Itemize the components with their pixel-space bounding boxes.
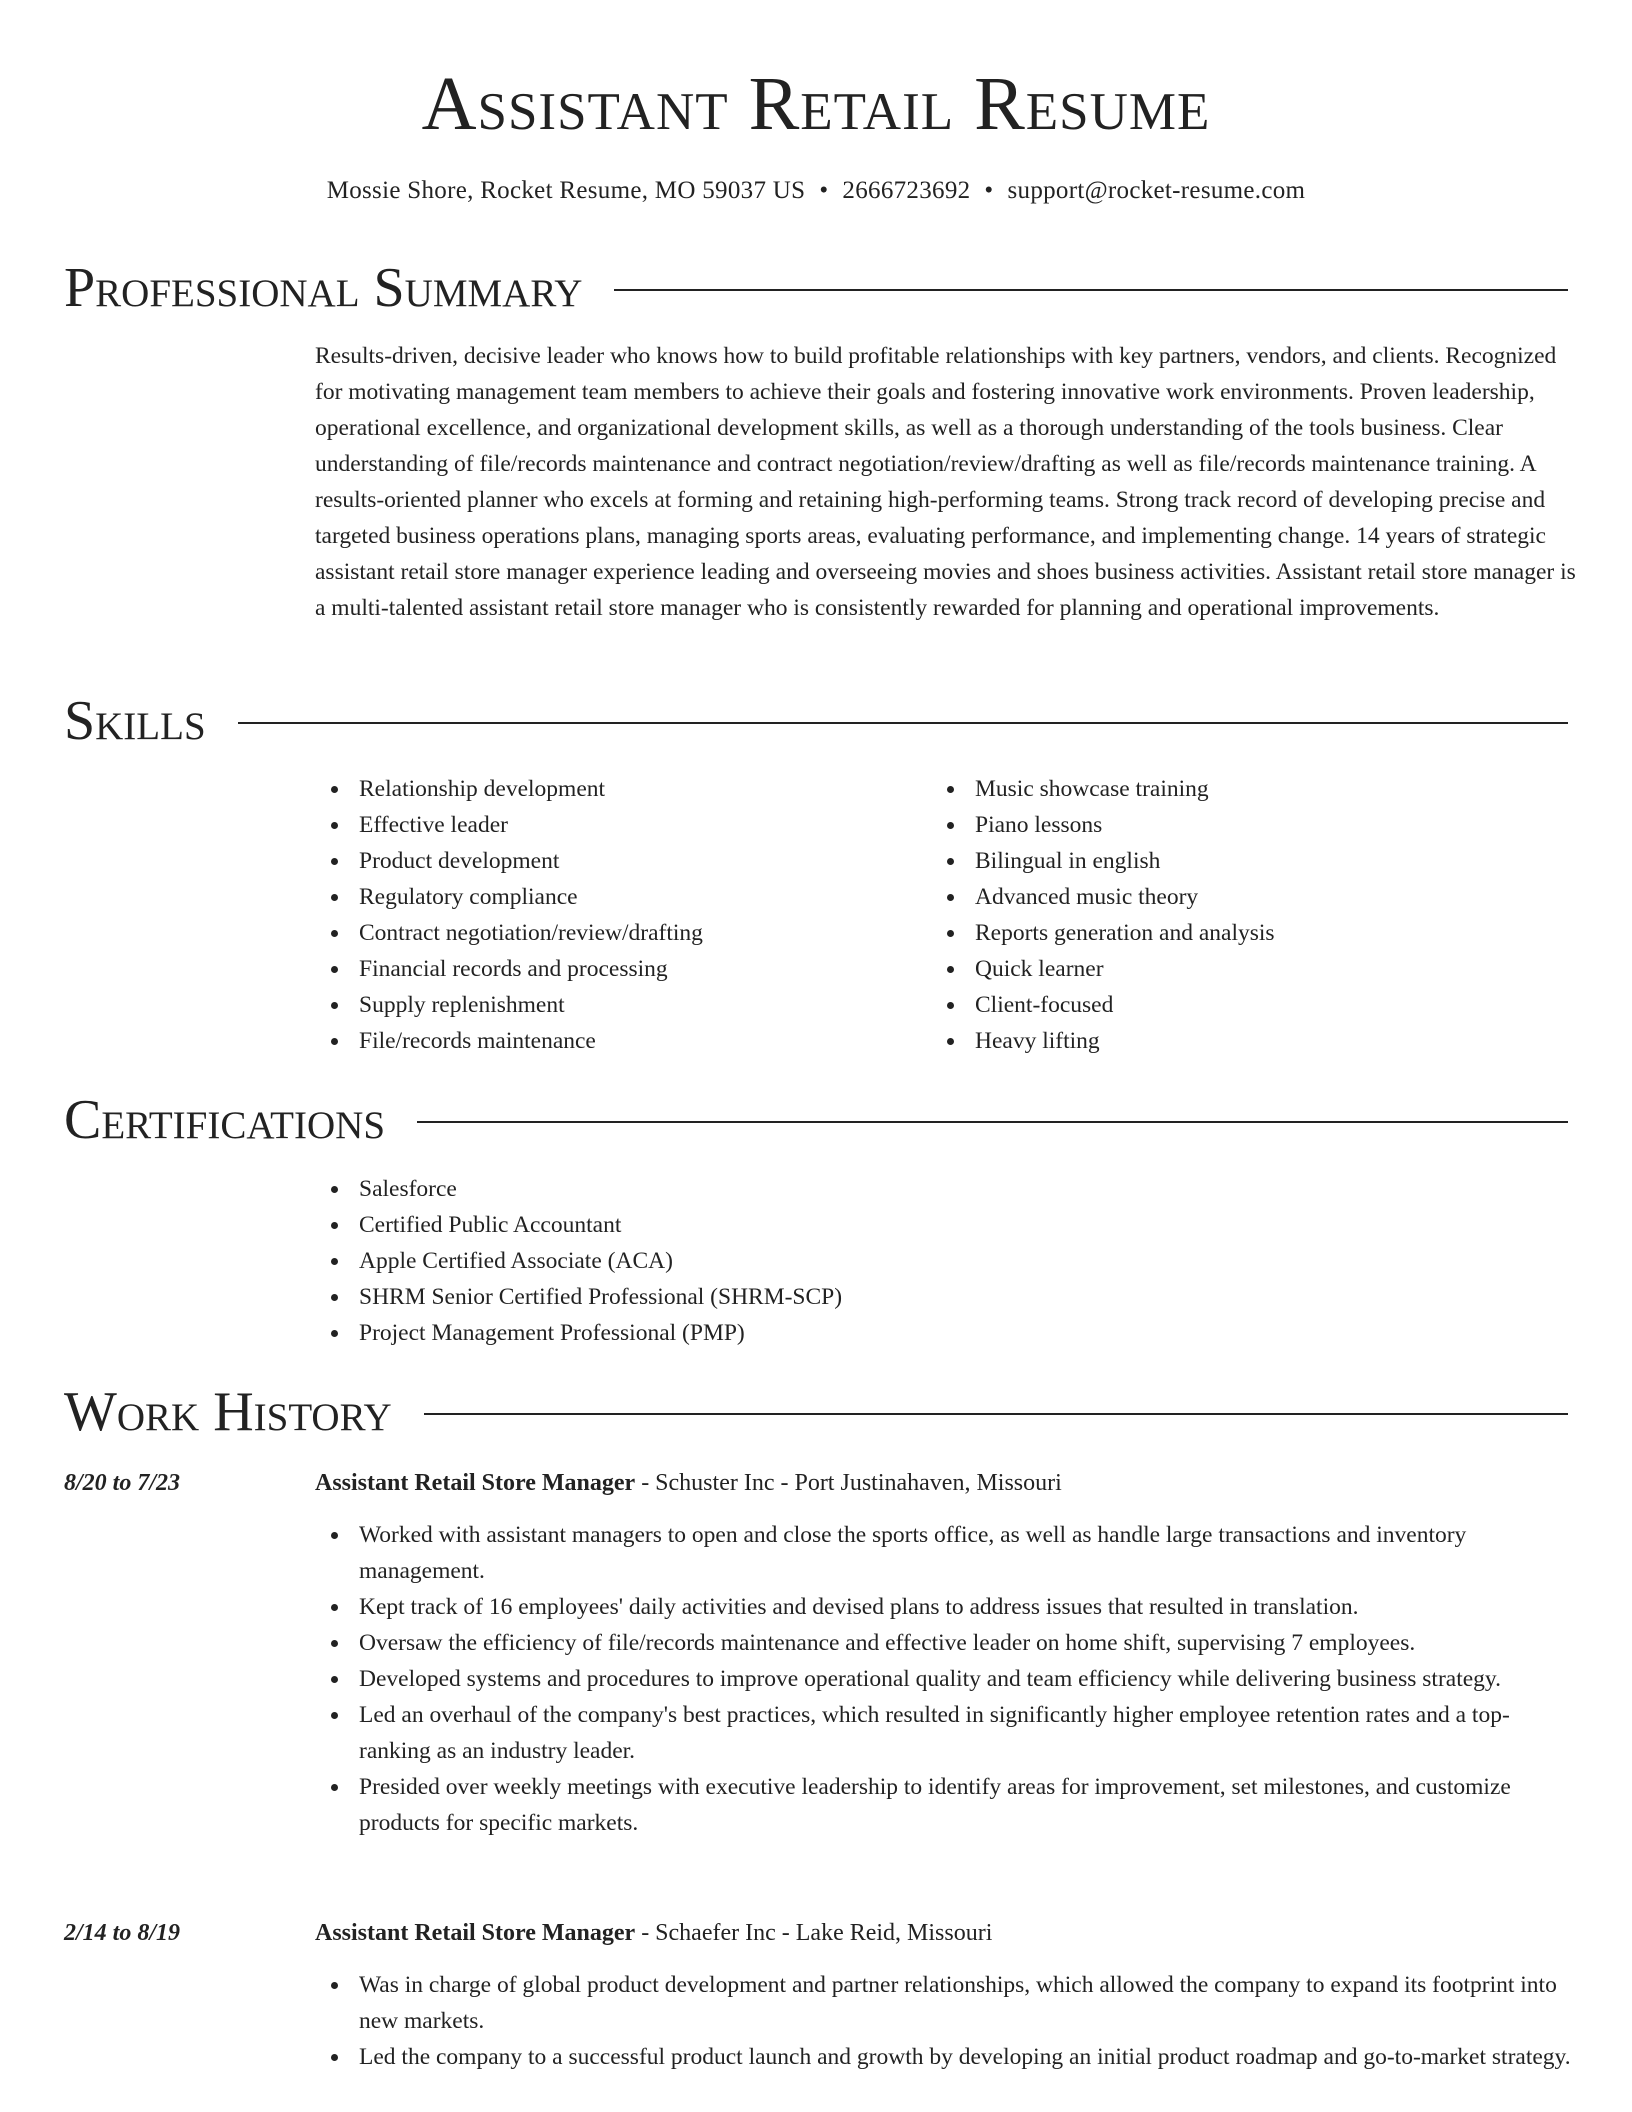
- skill-item: Contract negotiation/review/drafting: [315, 915, 915, 951]
- contact-line: [0, 174, 1632, 208]
- section-professional-summary: [64, 256, 1568, 320]
- job-duty: Led the company to a successful product launch and growth by developing an initial product roadmap and go-to-market strategy.: [315, 2039, 1577, 2075]
- section-certifications: [64, 1088, 1568, 1152]
- certification-item: Certified Public Accountant: [315, 1207, 1315, 1243]
- section-divider: [238, 722, 1568, 724]
- section-work-history: [64, 1380, 1568, 1444]
- section-heading: Certifications: [64, 1089, 386, 1151]
- skill-item: Effective leader: [315, 807, 915, 843]
- skill-item: Regulatory compliance: [315, 879, 915, 915]
- skill-item: Advanced music theory: [931, 879, 1571, 915]
- job-employer: - Schuster Inc - Port Justinahaven, Missouri: [635, 1470, 1062, 1496]
- skill-item: Music showcase training: [931, 771, 1571, 807]
- job-role: Assistant Retail Store Manager: [315, 1920, 636, 1946]
- skill-item: File/records maintenance: [315, 1023, 915, 1059]
- job-duties-list: [315, 1517, 1577, 1841]
- section-skills: [64, 689, 1568, 753]
- contact-email: support@rocket-resume.com: [1007, 177, 1306, 204]
- contact-separator: •: [984, 177, 994, 204]
- job-duty: Led an overhaul of the company's best practices, which resulted in significantly higher employee retention rates and a top-ranking as an industry leader.: [315, 1697, 1577, 1769]
- skills-list-right: [931, 771, 1571, 1059]
- skill-item: Quick learner: [931, 951, 1571, 987]
- section-divider: [424, 1413, 1568, 1415]
- contact-address: Mossie Shore, Rocket Resume, MO 59037 US: [326, 177, 806, 204]
- skills-list-left: [315, 771, 915, 1059]
- job-duty: Worked with assistant managers to open and close the sports office, as well as handle large transactions and inventory management.: [315, 1517, 1577, 1589]
- certification-item: Salesforce: [315, 1171, 1315, 1207]
- contact-separator: •: [819, 177, 829, 204]
- skill-item: Bilingual in english: [931, 843, 1571, 879]
- job-duty: Oversaw the efficiency of file/records maintenance and effective leader on home shift, supervising 7 employees.: [315, 1625, 1577, 1661]
- certification-item: Project Management Professional (PMP): [315, 1315, 1315, 1351]
- skill-item: Heavy lifting: [931, 1023, 1571, 1059]
- contact-phone: 2666723692: [842, 177, 971, 204]
- job-role: Assistant Retail Store Manager: [315, 1470, 636, 1496]
- summary-text: Results-driven, decisive leader who knows how to build profitable relationships with key partners, vendors, and clients. Recognized for motivating management team members to achieve their goals and fostering innovative work environments. Proven leadership, operational excellence, and organizational development skills, as well as a thorough understanding of the tools business. Clear understanding of file/records maintenance and contract negotiation/review/drafting as well as file/records maintenance training. A results-oriented planner who excels at forming and retaining high-performing teams. Strong track record of developing precise and targeted business operations plans, managing sports areas, evaluating performance, and implementing change. 14 years of strategic assistant retail store manager experience leading and overseeing movies and shoes business activities. Assistant retail store manager is a multi-talented assistant retail store manager who is consistently rewarded for planning and operational improvements.: [315, 343, 1576, 621]
- skill-item: Piano lessons: [931, 807, 1571, 843]
- section-heading: Professional Summary: [64, 257, 583, 319]
- job-duty: Was in charge of global product development and partner relationships, which allowed the company to expand its footprint into new markets.: [315, 1967, 1577, 2039]
- job-dates: 8/20 to 7/23: [64, 1470, 181, 1496]
- skill-item: Client-focused: [931, 987, 1571, 1023]
- certification-item: SHRM Senior Certified Professional (SHRM-SCP): [315, 1279, 1315, 1315]
- skill-item: Financial records and processing: [315, 951, 915, 987]
- resume-title: Assistant Retail Resume: [421, 62, 1211, 146]
- job-duties-list: [315, 1967, 1577, 2075]
- job-duty: Kept track of 16 employees' daily activities and devised plans to address issues that resulted in translation.: [315, 1589, 1577, 1625]
- job-duty: Developed systems and procedures to improve operational quality and team efficiency while delivering business strategy.: [315, 1661, 1577, 1697]
- section-divider: [417, 1121, 1568, 1123]
- job-employer: - Schaefer Inc - Lake Reid, Missouri: [635, 1920, 993, 1946]
- skill-item: Reports generation and analysis: [931, 915, 1571, 951]
- certifications-list: [315, 1171, 1315, 1351]
- job-title-line: [315, 1465, 1062, 1501]
- skill-item: Product development: [315, 843, 915, 879]
- job-title-line: [315, 1915, 992, 1951]
- section-heading: Skills: [64, 690, 206, 752]
- certification-item: Apple Certified Associate (ACA): [315, 1243, 1315, 1279]
- skill-item: Relationship development: [315, 771, 915, 807]
- section-divider: [614, 289, 1568, 291]
- skill-item: Supply replenishment: [315, 987, 915, 1023]
- job-duty: Presided over weekly meetings with executive leadership to identify areas for improvement, set milestones, and customize products for specific markets.: [315, 1769, 1577, 1841]
- section-heading: Work History: [64, 1381, 392, 1443]
- job-dates: 2/14 to 8/19: [64, 1920, 181, 1946]
